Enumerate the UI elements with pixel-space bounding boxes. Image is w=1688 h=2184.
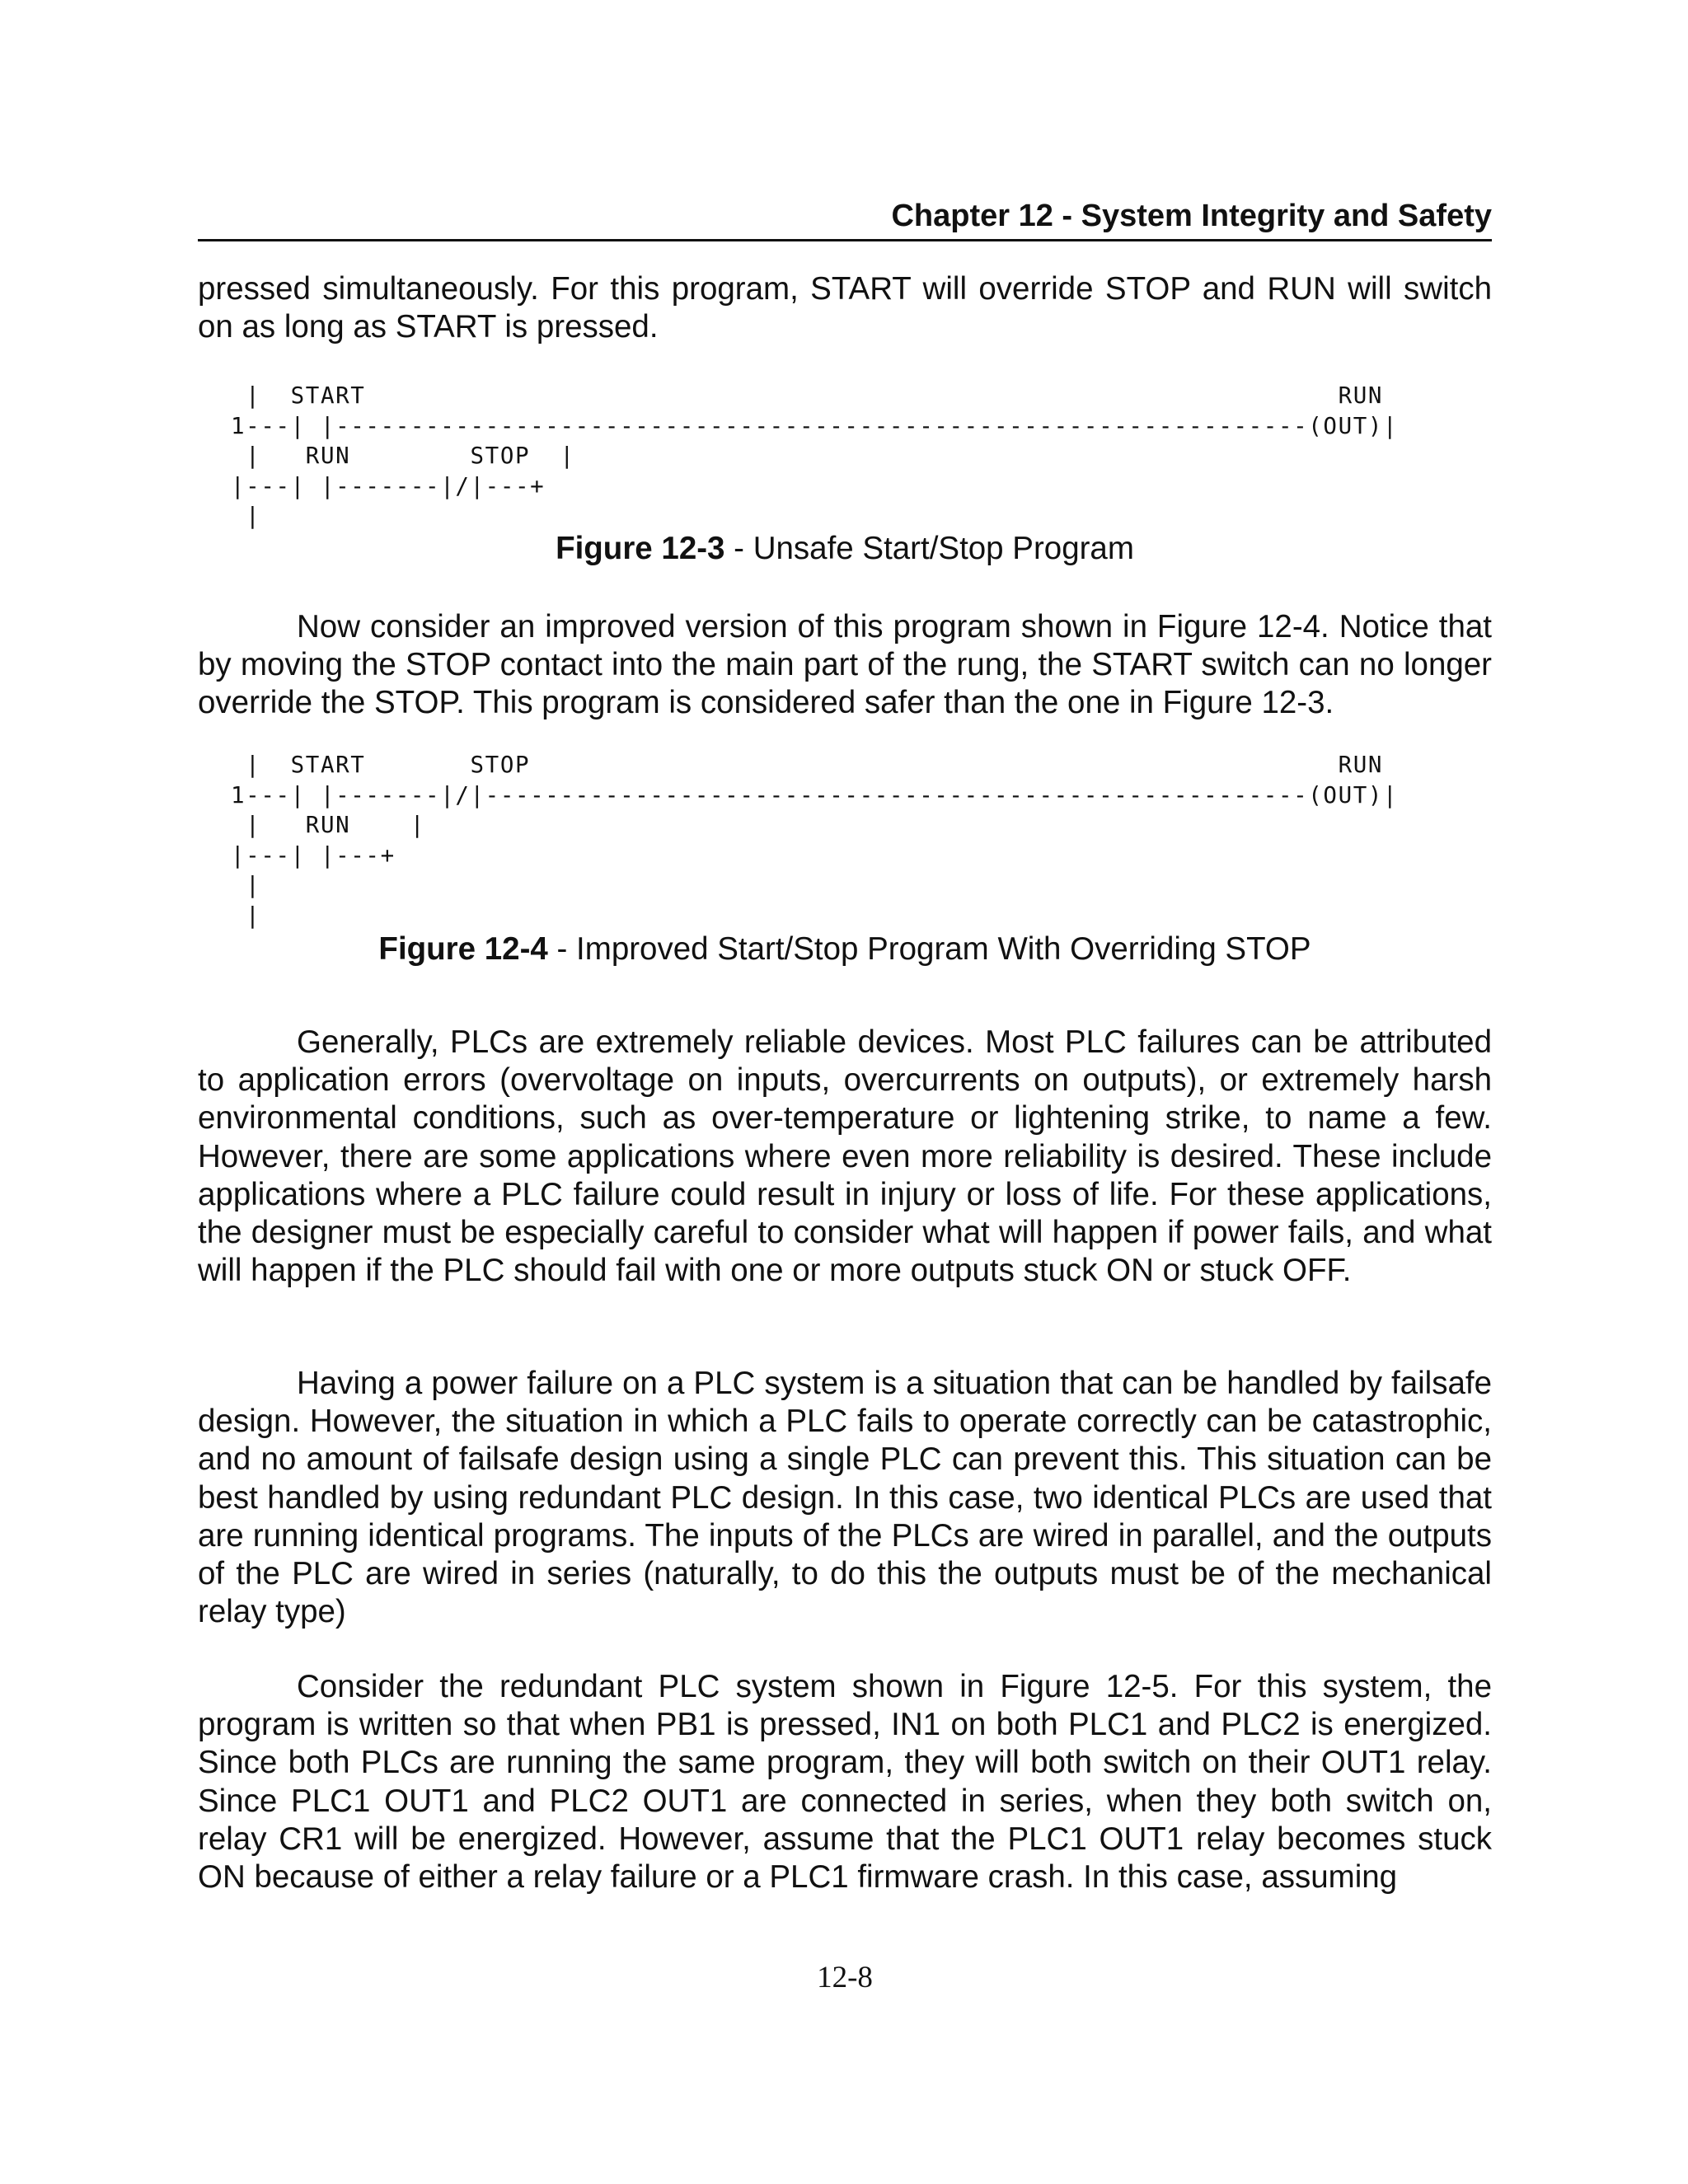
figure-label: Figure 12-3 — [556, 531, 725, 566]
paragraph-3: Generally, PLCs are extremely reliable devices. Most PLC failures can be attributed to application errors (overvoltage on inputs, overcurrents on outputs), or extremely harsh environmental conditions, such as over-temperature or lightening strike, to name a few. However, there are some applications where even more reliability is desired. These include applications where a PLC failure could result in injury or loss of life. For these applications, the designer must be especially careful to consider what will happen if power fails, and what will happen if the PLC should fail with one or more outputs stuck ON or stuck OFF. — [198, 1024, 1492, 1289]
document-page — [198, 0, 1492, 2184]
caption-separator: - — [547, 931, 577, 967]
figure-title: Improved Start/Stop Program With Overriding STOP — [576, 931, 1311, 967]
header-rule — [198, 239, 1492, 241]
paragraph-2: Now consider an improved version of this program shown in Figure 12-4. Notice that by moving the STOP contact into the main part of the rung, the START switch can no longer override the STOP. This program is considered safer than the one in Figure 12-3. — [198, 609, 1492, 721]
page-number: 12-8 — [817, 1961, 873, 1994]
figure-caption-12-3 — [198, 531, 1492, 567]
figure-label: Figure 12-4 — [378, 931, 548, 967]
caption-separator: - — [724, 531, 753, 566]
paragraph-4: Having a power failure on a PLC system is a situation that can be handled by failsafe design. However, the situation in which a PLC fails to operate correctly can be catastrophic, and no amount of failsafe design using a single PLC can prevent this. This situation can be best handled by using redundant PLC design. In this case, two identical PLCs are used that are running identical programs. The inputs of the PLCs are wired in parallel, and the outputs of the PLC are wired in series (naturally, to do this the outputs must be of the mechanical relay type) — [198, 1366, 1492, 1630]
figure-title: Unsafe Start/Stop Program — [753, 531, 1134, 566]
paragraph-5: Consider the redundant PLC system shown in Figure 12-5. For this system, the program is written so that when PB1 is pressed, IN1 on both PLC1 and PLC2 is energized. Since both PLCs are running the same program, they will both switch on their OUT1 relay. Since PLC1 OUT1 and PLC2 OUT1 are connected in series, when they both switch on, relay CR1 will be energized. However, assume that the PLC1 OUT1 relay becomes stuck ON because of either a relay failure or a PLC1 firmware crash. In this case, assuming — [198, 1669, 1492, 1896]
ladder-diagram-figure-12-3: | START RUN 1---| |-----------------------------------------------------------------(OUT)| | RUN STOP | |---| |-------|/|---+ | — [231, 382, 1399, 529]
figure-caption-12-4 — [198, 931, 1492, 968]
running-header: Chapter 12 - System Integrity and Safety — [891, 199, 1492, 233]
ladder-diagram-figure-12-4: | START STOP RUN 1---| |-------|/|-------------------------------------------------------(OUT)| | RUN | |---| |---+ | | — [231, 752, 1399, 929]
paragraph-1: pressed simultaneously. For this program, START will override STOP and RUN will switch on as long as START is pressed. — [198, 271, 1492, 345]
